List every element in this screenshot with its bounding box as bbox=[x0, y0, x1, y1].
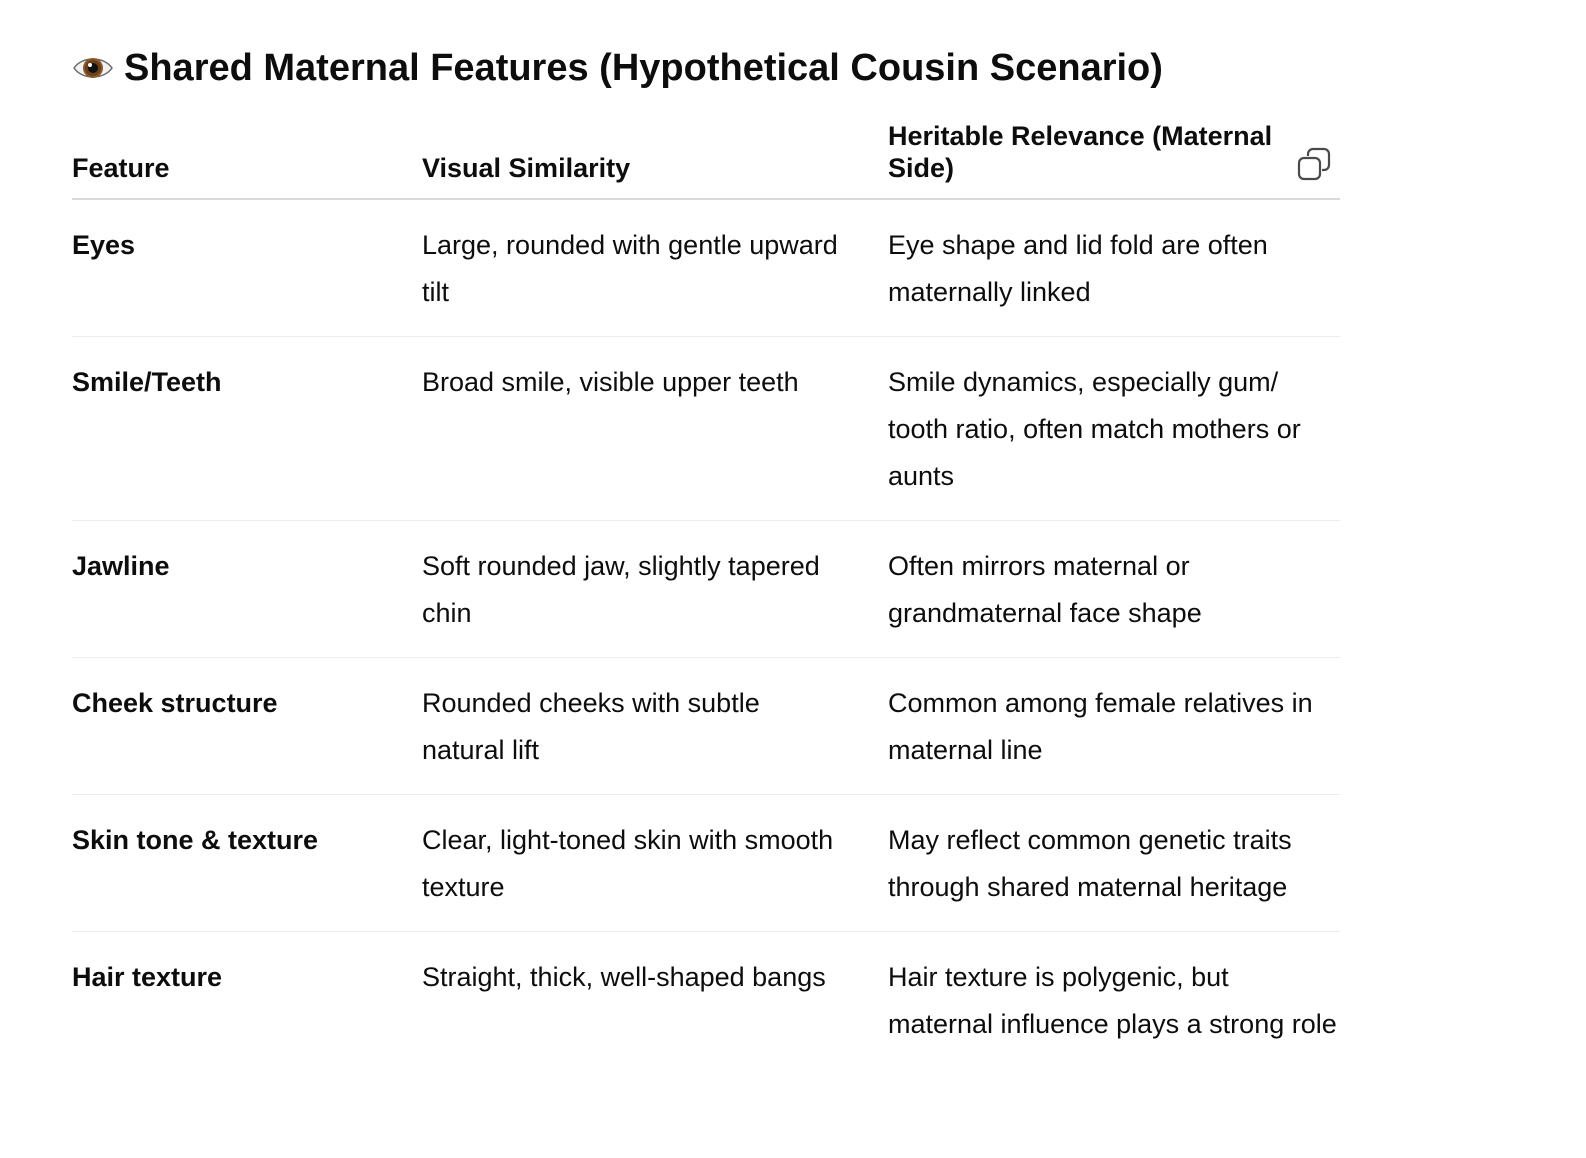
cell-visual: Large, rounded with gentle upward tilt bbox=[422, 199, 888, 337]
features-table bbox=[72, 120, 1340, 1068]
table-row bbox=[72, 199, 1340, 337]
header-heritable-relevance bbox=[888, 120, 1340, 199]
features-table-wrapper bbox=[72, 120, 1340, 1068]
cell-visual: Soft rounded jaw, slightly tapered chin bbox=[422, 521, 888, 658]
copy-table-button[interactable] bbox=[1296, 146, 1332, 182]
table-row bbox=[72, 932, 1340, 1069]
cell-feature: Smile/Teeth bbox=[72, 337, 422, 521]
cell-relevance: Hair texture is polygenic, but maternal influence plays a strong role bbox=[888, 962, 1337, 1039]
copy-icon bbox=[1297, 147, 1331, 181]
cell-relevance: Common among female relatives in maternal line bbox=[888, 658, 1340, 795]
cell-relevance: Often mirrors maternal or grandmaternal face shape bbox=[888, 521, 1340, 658]
page-title-row bbox=[72, 44, 1163, 92]
cell-feature: Skin tone & texture bbox=[72, 795, 422, 932]
cell-feature: Cheek structure bbox=[72, 658, 422, 795]
cell-visual: Broad smile, visible upper teeth bbox=[422, 337, 888, 521]
cell-relevance: Eye shape and lid fold are often maternally linked bbox=[888, 199, 1340, 337]
page-title: Shared Maternal Features (Hypothetical Cousin Scenario) bbox=[124, 47, 1163, 89]
eye-emoji-icon bbox=[72, 52, 114, 84]
cell-relevance: May reflect common genetic traits through shared maternal heritage bbox=[888, 795, 1340, 932]
cell-visual: Clear, light-toned skin with smooth texture bbox=[422, 795, 888, 932]
cell-feature: Jawline bbox=[72, 521, 422, 658]
header-visual-similarity: Visual Similarity bbox=[422, 120, 888, 199]
header-heritable-relevance-label: Heritable Relevance (Maternal Side) bbox=[888, 121, 1273, 183]
cell-visual: Straight, thick, well-shaped bangs bbox=[422, 962, 826, 992]
cell-visual: Rounded cheeks with subtle natural lift bbox=[422, 658, 888, 795]
table-row bbox=[72, 521, 1340, 658]
cell-relevance: Smile dynamics, especially gum/ tooth ratio, often match mothers or aunts bbox=[888, 337, 1340, 521]
table-row bbox=[72, 337, 1340, 521]
table-header-row bbox=[72, 120, 1340, 199]
cell-feature: Hair texture bbox=[72, 962, 223, 992]
cell-feature: Eyes bbox=[72, 199, 422, 337]
header-feature: Feature bbox=[72, 120, 422, 199]
table-row bbox=[72, 795, 1340, 932]
table-row bbox=[72, 658, 1340, 795]
